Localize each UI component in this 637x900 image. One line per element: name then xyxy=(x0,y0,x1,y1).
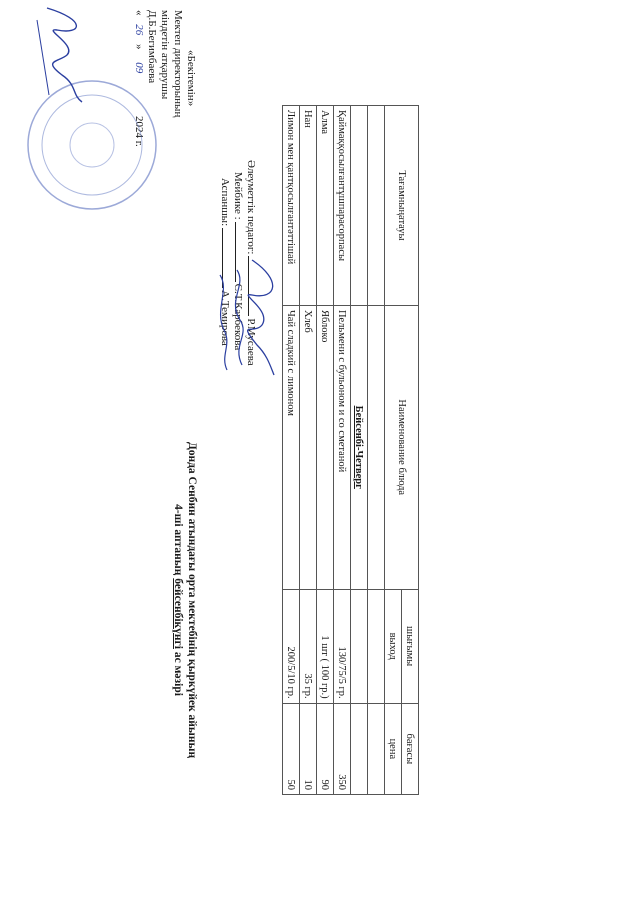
signature-row-social-pedagogue: Әлеуметтік педагог:Р.Мусаева xyxy=(245,160,257,366)
header-price-kz: бағасы xyxy=(402,703,419,794)
staff-signatures-icon xyxy=(212,250,282,380)
menu-table xyxy=(282,105,419,795)
approval-name: Д.Б.Бегимбаева xyxy=(146,10,158,84)
header-price-ru: цена xyxy=(385,703,402,794)
title-line-1: Донда Сенбин атындағы орта мектебінің қыркүйек айының xyxy=(186,441,198,759)
document-title xyxy=(171,300,199,900)
header-kz-name: Тағамныңатауы xyxy=(385,106,419,306)
table-row: Қаймаққосылғантұшпарасорпасы Пельмени с бульоном и со сметаной 130/75/5 гр. 350 xyxy=(334,106,351,795)
header-output-kz: шығымы xyxy=(402,589,419,703)
table-spacer-row xyxy=(368,106,385,795)
approval-date-day: 26 xyxy=(133,24,145,36)
table-row: Лимон мен қантқосылғантәттішай Чай сладкий с лимоном 200/5/10 гр. 50 xyxy=(283,106,300,795)
table-row: Алма Яблоко 1 шт ( 100 гр.) 90 xyxy=(317,106,334,795)
table-row: Нан Хлеб 35 гр. 10 xyxy=(300,106,317,795)
day-label: Бейсенбі-Четверг xyxy=(351,305,368,589)
approval-date-month: 09 xyxy=(133,62,145,74)
header-output-ru: выход xyxy=(385,589,402,703)
approval-line-1: Мектеп директорының xyxy=(172,10,184,118)
approval-date: « 26 » 09 2024 г. xyxy=(133,10,145,147)
signature-row-nurse: Мейбике :С.Т.Карбекова xyxy=(232,172,244,351)
signature-row-cook: Аспаншы:А.Темирова xyxy=(219,178,231,346)
table-day-row xyxy=(351,106,368,795)
title-line-2: 4-ші аптаның бейсенбікүнгі ас мәзірі xyxy=(172,504,184,696)
header-ru-name: Наименование блюда xyxy=(385,305,419,589)
approval-heading: «Бекітемін» xyxy=(185,50,197,107)
title-day: бейсенбікүнгі xyxy=(172,578,184,649)
approval-line-2: міндетін атқарушы xyxy=(159,10,171,100)
table-header-row xyxy=(402,106,419,795)
director-signature-icon xyxy=(27,0,97,110)
